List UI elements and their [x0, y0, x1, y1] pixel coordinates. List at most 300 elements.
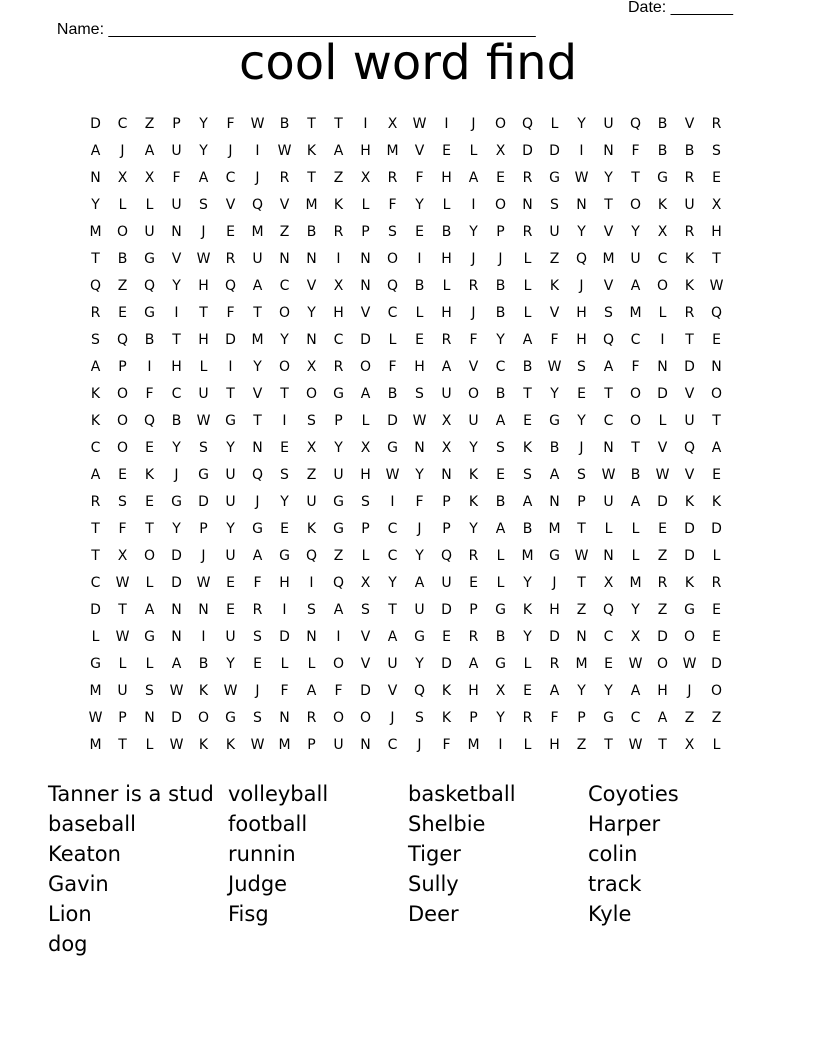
grid-letter: F: [631, 143, 640, 159]
grid-letter: F: [145, 386, 154, 402]
grid-letter: E: [712, 467, 721, 483]
grid-letter: X: [387, 116, 398, 132]
grid-letter: B: [495, 386, 506, 402]
grid-letter: L: [145, 656, 154, 672]
grid-letter: X: [630, 629, 641, 645]
grid-letter: L: [118, 656, 127, 672]
grid-letter: Y: [469, 224, 478, 240]
word-list-item: football: [228, 812, 308, 836]
grid-letter: S: [496, 440, 505, 456]
grid-letter: X: [360, 170, 371, 186]
grid-letter: F: [415, 494, 424, 510]
grid-letter: U: [144, 224, 155, 240]
grid-letter: A: [522, 332, 533, 348]
grid-letter: U: [225, 494, 236, 510]
grid-letter: U: [198, 386, 209, 402]
grid-letter: N: [171, 629, 182, 645]
grid-letter: B: [495, 494, 506, 510]
grid-letter: W: [655, 467, 670, 483]
grid-letter: N: [414, 440, 425, 456]
grid-letter: V: [360, 656, 371, 672]
grid-letter: O: [116, 386, 129, 402]
grid-letter: W: [277, 143, 292, 159]
grid-letter: Y: [604, 683, 613, 699]
grid-letter: H: [360, 143, 371, 159]
grid-letter: J: [228, 143, 233, 159]
grid-letter: X: [144, 170, 155, 186]
grid-letter: Y: [172, 521, 181, 537]
grid-letter: G: [198, 467, 209, 483]
grid-letter: W: [169, 737, 184, 753]
grid-letter: R: [90, 305, 101, 321]
grid-letter: K: [684, 251, 695, 267]
grid-letter: T: [631, 440, 640, 456]
grid-letter: T: [604, 197, 613, 213]
grid-letter: A: [333, 143, 344, 159]
grid-letter: A: [441, 359, 452, 375]
grid-letter: J: [498, 251, 503, 267]
grid-letter: K: [198, 737, 209, 753]
grid-letter: V: [603, 224, 614, 240]
grid-letter: G: [171, 494, 182, 510]
grid-letter: I: [471, 197, 476, 213]
grid-letter: W: [196, 251, 211, 267]
grid-letter: N: [171, 602, 182, 618]
grid-letter: V: [468, 359, 479, 375]
grid-letter: X: [684, 737, 695, 753]
grid-letter: Y: [631, 602, 640, 618]
grid-letter: E: [469, 575, 478, 591]
grid-letter: O: [494, 197, 507, 213]
grid-letter: B: [306, 224, 317, 240]
grid-letter: H: [576, 305, 587, 321]
grid-letter: R: [684, 170, 695, 186]
grid-letter: Y: [604, 170, 613, 186]
grid-letter: D: [711, 656, 722, 672]
grid-letter: F: [226, 116, 235, 132]
grid-letter: E: [415, 332, 424, 348]
grid-row: [82, 246, 730, 273]
grid-letter: L: [307, 656, 316, 672]
grid-letter: I: [336, 251, 341, 267]
grid-letter: E: [253, 656, 262, 672]
grid-letter: U: [387, 656, 398, 672]
grid-letter: M: [251, 224, 264, 240]
grid-letter: W: [574, 548, 589, 564]
grid-row: [82, 489, 730, 516]
grid-letter: S: [577, 359, 586, 375]
grid-letter: N: [360, 278, 371, 294]
grid-letter: Q: [224, 278, 237, 294]
grid-letter: E: [712, 332, 721, 348]
word-list-item: Sully: [408, 872, 459, 896]
word-list-item: track: [588, 872, 642, 896]
grid-letter: C: [630, 710, 641, 726]
grid-letter: L: [550, 116, 559, 132]
grid-letter: Y: [496, 332, 505, 348]
grid-letter: Y: [577, 683, 586, 699]
grid-letter: Y: [577, 413, 586, 429]
grid-letter: X: [711, 197, 722, 213]
grid-letter: J: [687, 683, 692, 699]
grid-letter: R: [711, 116, 722, 132]
grid-letter: V: [279, 197, 290, 213]
grid-letter: B: [495, 305, 506, 321]
grid-letter: C: [117, 116, 128, 132]
grid-letter: I: [336, 629, 341, 645]
grid-letter: G: [657, 170, 668, 186]
grid-letter: U: [468, 413, 479, 429]
grid-letter: F: [334, 683, 343, 699]
grid-letter: Z: [144, 116, 155, 132]
grid-letter: G: [495, 656, 506, 672]
grid-letter: U: [171, 143, 182, 159]
grid-letter: Q: [251, 467, 264, 483]
grid-row: [82, 435, 730, 462]
grid-letter: T: [334, 116, 343, 132]
grid-letter: R: [657, 575, 668, 591]
grid-letter: G: [225, 710, 236, 726]
grid-row: [82, 705, 730, 732]
grid-letter: M: [251, 332, 264, 348]
grid-letter: F: [253, 575, 262, 591]
grid-letter: X: [117, 170, 128, 186]
grid-letter: Q: [116, 332, 129, 348]
word-list-item: Fisg: [228, 902, 269, 926]
grid-letter: F: [388, 359, 397, 375]
grid-letter: U: [171, 197, 182, 213]
grid-letter: A: [252, 548, 263, 564]
grid-letter: Q: [143, 278, 156, 294]
grid-letter: V: [306, 278, 317, 294]
grid-letter: G: [144, 251, 155, 267]
grid-letter: K: [441, 710, 452, 726]
grid-letter: G: [252, 521, 263, 537]
grid-row: [82, 300, 730, 327]
grid-letter: T: [91, 548, 100, 564]
grid-letter: F: [550, 710, 559, 726]
grid-letter: O: [359, 710, 372, 726]
grid-letter: D: [171, 548, 182, 564]
grid-letter: Z: [684, 710, 695, 726]
grid-letter: N: [576, 629, 587, 645]
grid-letter: M: [629, 305, 642, 321]
grid-letter: L: [442, 197, 451, 213]
grid-letter: L: [631, 521, 640, 537]
grid-letter: N: [252, 440, 263, 456]
grid-letter: O: [116, 413, 129, 429]
grid-letter: W: [574, 170, 589, 186]
grid-letter: E: [496, 467, 505, 483]
grid-letter: E: [604, 656, 613, 672]
page-title: cool word find: [238, 35, 578, 91]
grid-letter: Q: [710, 305, 723, 321]
grid-letter: Z: [549, 251, 560, 267]
grid-letter: E: [226, 602, 235, 618]
grid-letter: L: [280, 656, 289, 672]
grid-letter: X: [495, 683, 506, 699]
grid-letter: H: [441, 170, 452, 186]
grid-letter: I: [363, 116, 368, 132]
grid-letter: V: [360, 629, 371, 645]
grid-letter: V: [657, 440, 668, 456]
grid-letter: L: [523, 737, 532, 753]
grid-letter: W: [682, 656, 697, 672]
grid-letter: D: [360, 332, 371, 348]
grid-letter: C: [603, 413, 614, 429]
grid-letter: T: [199, 305, 208, 321]
grid-letter: G: [414, 629, 425, 645]
grid-letter: U: [306, 494, 317, 510]
grid-letter: Y: [631, 224, 640, 240]
grid-letter: T: [91, 251, 100, 267]
grid-letter: B: [117, 251, 128, 267]
grid-row: [82, 651, 730, 678]
grid-letter: O: [683, 629, 696, 645]
grid-letter: O: [197, 710, 210, 726]
grid-letter: S: [118, 494, 127, 510]
grid-letter: M: [467, 737, 480, 753]
grid-letter: E: [442, 143, 451, 159]
grid-row: [82, 597, 730, 624]
grid-letter: E: [280, 521, 289, 537]
grid-letter: A: [630, 278, 641, 294]
word-list-item: basketball: [408, 782, 516, 806]
grid-row: [82, 543, 730, 570]
grid-letter: Z: [576, 737, 587, 753]
grid-letter: J: [471, 251, 476, 267]
grid-letter: J: [552, 575, 557, 591]
grid-letter: P: [577, 710, 586, 726]
grid-letter: X: [333, 278, 344, 294]
grid-letter: R: [441, 332, 452, 348]
word-list-item: volleyball: [228, 782, 329, 806]
grid-letter: O: [656, 656, 669, 672]
grid-letter: S: [145, 683, 154, 699]
grid-letter: N: [144, 710, 155, 726]
grid-letter: J: [579, 440, 584, 456]
grid-letter: W: [628, 737, 643, 753]
grid-letter: K: [684, 494, 695, 510]
grid-letter: A: [603, 359, 614, 375]
grid-letter: T: [604, 386, 613, 402]
grid-letter: C: [225, 170, 236, 186]
grid-letter: L: [361, 413, 370, 429]
grid-letter: B: [495, 629, 506, 645]
grid-letter: I: [444, 116, 449, 132]
grid-letter: C: [387, 305, 398, 321]
grid-letter: R: [522, 224, 533, 240]
grid-letter: S: [361, 602, 370, 618]
grid-letter: G: [279, 548, 290, 564]
grid-letter: R: [279, 170, 290, 186]
grid-letter: Z: [576, 602, 587, 618]
grid-letter: F: [469, 332, 478, 348]
grid-letter: M: [305, 197, 318, 213]
grid-letter: I: [174, 305, 179, 321]
grid-letter: K: [522, 440, 533, 456]
grid-letter: T: [118, 602, 127, 618]
grid-letter: A: [144, 602, 155, 618]
grid-letter: G: [225, 413, 236, 429]
grid-letter: Y: [199, 116, 208, 132]
grid-letter: I: [282, 413, 287, 429]
grid-letter: C: [279, 278, 290, 294]
grid-letter: Y: [415, 197, 424, 213]
grid-letter: H: [171, 359, 182, 375]
grid-row: [82, 165, 730, 192]
grid-letter: M: [89, 224, 102, 240]
grid-letter: X: [306, 440, 317, 456]
grid-letter: O: [116, 440, 129, 456]
grid-letter: R: [468, 278, 479, 294]
grid-letter: X: [657, 224, 668, 240]
grid-letter: U: [684, 413, 695, 429]
grid-letter: Y: [415, 467, 424, 483]
word-list-item: Kyle: [588, 902, 632, 926]
grid-letter: G: [387, 440, 398, 456]
grid-letter: Q: [602, 602, 615, 618]
grid-letter: T: [307, 116, 316, 132]
grid-letter: N: [657, 359, 668, 375]
grid-letter: Y: [226, 440, 235, 456]
grid-letter: H: [549, 737, 560, 753]
grid-letter: O: [305, 386, 318, 402]
grid-letter: O: [278, 359, 291, 375]
grid-letter: R: [225, 251, 236, 267]
grid-letter: P: [496, 224, 505, 240]
grid-letter: A: [630, 494, 641, 510]
grid-letter: P: [577, 494, 586, 510]
grid-letter: P: [172, 116, 181, 132]
grid-letter: L: [496, 575, 505, 591]
grid-letter: P: [307, 737, 316, 753]
grid-letter: T: [658, 737, 667, 753]
grid-letter: M: [89, 737, 102, 753]
grid-letter: F: [280, 683, 289, 699]
grid-letter: P: [199, 521, 208, 537]
grid-letter: C: [333, 332, 344, 348]
word-list-item: Gavin: [48, 872, 109, 896]
grid-letter: X: [495, 143, 506, 159]
grid-row: [82, 354, 730, 381]
grid-letter: I: [147, 359, 152, 375]
grid-letter: U: [630, 251, 641, 267]
grid-letter: Z: [657, 602, 668, 618]
grid-letter: H: [441, 305, 452, 321]
grid-letter: N: [306, 629, 317, 645]
grid-letter: D: [684, 548, 695, 564]
grid-letter: E: [658, 521, 667, 537]
grid-letter: G: [333, 386, 344, 402]
grid-letter: R: [387, 170, 398, 186]
grid-letter: Y: [523, 629, 532, 645]
grid-letter: A: [333, 602, 344, 618]
grid-letter: D: [171, 575, 182, 591]
grid-row: [82, 732, 730, 759]
grid-letter: N: [711, 359, 722, 375]
grid-letter: D: [549, 629, 560, 645]
grid-letter: L: [658, 413, 667, 429]
grid-letter: V: [684, 386, 695, 402]
grid-letter: R: [522, 710, 533, 726]
grid-letter: G: [90, 656, 101, 672]
grid-letter: L: [361, 548, 370, 564]
grid-letter: L: [523, 305, 532, 321]
grid-letter: U: [225, 548, 236, 564]
grid-letter: N: [306, 332, 317, 348]
grid-letter: Y: [415, 656, 424, 672]
grid-letter: D: [360, 683, 371, 699]
grid-letter: V: [252, 386, 263, 402]
grid-letter: T: [577, 521, 586, 537]
grid-letter: T: [685, 332, 694, 348]
grid-letter: L: [469, 143, 478, 159]
grid-letter: U: [117, 683, 128, 699]
grid-letter: E: [523, 413, 532, 429]
grid-letter: T: [172, 332, 181, 348]
grid-letter: W: [250, 116, 265, 132]
grid-letter: K: [657, 197, 668, 213]
grid-letter: A: [306, 683, 317, 699]
grid-letter: P: [361, 521, 370, 537]
grid-letter: N: [603, 548, 614, 564]
grid-letter: Q: [521, 116, 534, 132]
date-field-label: Date: _______: [628, 0, 733, 16]
grid-letter: D: [549, 143, 560, 159]
grid-letter: C: [90, 440, 101, 456]
grid-letter: V: [684, 467, 695, 483]
grid-letter: D: [90, 602, 101, 618]
word-list: [48, 779, 768, 959]
grid-letter: I: [228, 359, 233, 375]
grid-letter: D: [684, 359, 695, 375]
grid-letter: L: [145, 197, 154, 213]
grid-letter: V: [414, 143, 425, 159]
grid-letter: D: [441, 602, 452, 618]
grid-letter: K: [468, 467, 479, 483]
grid-letter: T: [280, 386, 289, 402]
grid-letter: A: [90, 143, 101, 159]
grid-letter: W: [88, 710, 103, 726]
grid-letter: Y: [523, 575, 532, 591]
grid-letter: I: [309, 575, 314, 591]
grid-letter: L: [631, 548, 640, 564]
grid-letter: U: [333, 467, 344, 483]
grid-letter: K: [522, 602, 533, 618]
grid-letter: E: [496, 170, 505, 186]
grid-row: [82, 516, 730, 543]
grid-letter: A: [549, 683, 560, 699]
grid-letter: A: [549, 467, 560, 483]
grid-letter: J: [201, 224, 206, 240]
grid-letter: W: [250, 737, 265, 753]
grid-letter: O: [656, 278, 669, 294]
grid-letter: W: [628, 656, 643, 672]
grid-letter: O: [629, 386, 642, 402]
grid-row: [82, 381, 730, 408]
grid-letter: H: [711, 224, 722, 240]
grid-letter: Z: [657, 548, 668, 564]
grid-letter: X: [306, 359, 317, 375]
grid-letter: O: [116, 224, 129, 240]
grid-letter: W: [385, 467, 400, 483]
grid-letter: Q: [332, 575, 345, 591]
grid-row: [82, 219, 730, 246]
grid-letter: Q: [575, 251, 588, 267]
grid-letter: S: [253, 710, 262, 726]
grid-letter: R: [468, 548, 479, 564]
